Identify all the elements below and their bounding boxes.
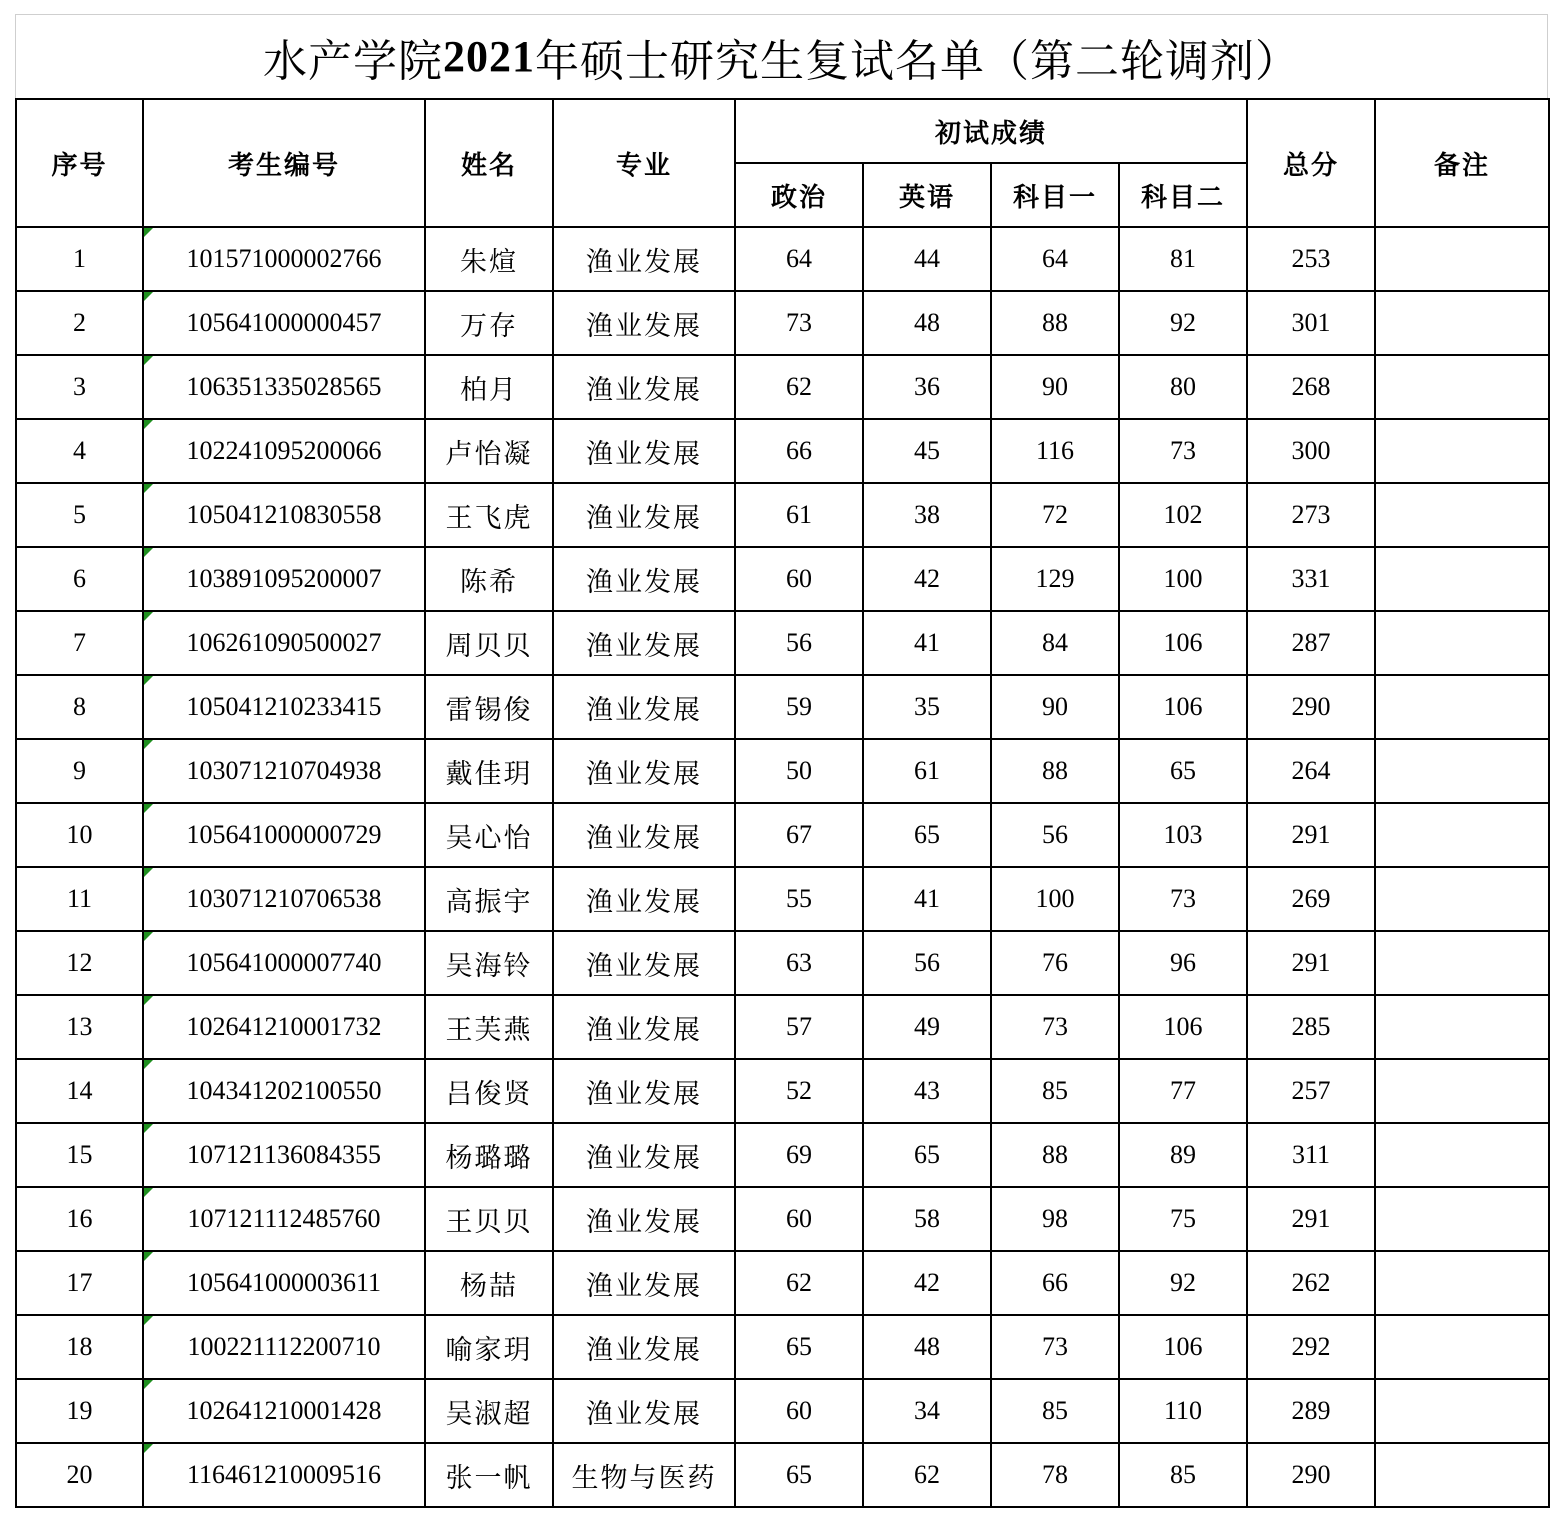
cell-seq: 18	[16, 1315, 143, 1379]
cell-subject2: 102	[1119, 483, 1247, 547]
table-row	[16, 227, 1549, 291]
header-seq: 序号	[16, 99, 143, 227]
cell-english: 42	[863, 547, 991, 611]
exam-id-text: 105041210233415	[186, 692, 382, 721]
exam-id-text: 103071210704938	[186, 756, 382, 785]
cell-seq: 7	[16, 611, 143, 675]
cell-subject1: 98	[991, 1187, 1119, 1251]
cell-english: 36	[863, 355, 991, 419]
cell-subject2: 96	[1119, 931, 1247, 995]
cell-politics: 67	[735, 803, 863, 867]
cell-major: 渔业发展	[553, 1059, 735, 1123]
cell-total: 291	[1247, 803, 1375, 867]
cell-subject2: 106	[1119, 675, 1247, 739]
exam-id-text: 101571000002766	[186, 244, 382, 273]
cell-exam-id	[143, 803, 425, 867]
cell-major: 渔业发展	[553, 291, 735, 355]
cell-subject1: 90	[991, 355, 1119, 419]
header-politics: 政治	[735, 163, 863, 227]
cell-politics: 60	[735, 547, 863, 611]
cell-remarks	[1375, 1379, 1549, 1443]
cell-subject2: 75	[1119, 1187, 1247, 1251]
table-row	[16, 1379, 1549, 1443]
cell-name: 雷锡俊	[425, 675, 553, 739]
cell-subject1: 88	[991, 291, 1119, 355]
cell-remarks	[1375, 1187, 1549, 1251]
cell-politics: 62	[735, 355, 863, 419]
text-format-marker	[144, 804, 153, 813]
cell-major: 渔业发展	[553, 1187, 735, 1251]
cell-exam-id	[143, 1251, 425, 1315]
text-format-marker	[144, 292, 153, 301]
cell-politics: 69	[735, 1123, 863, 1187]
cell-name: 王飞虎	[425, 483, 553, 547]
cell-subject2: 85	[1119, 1443, 1247, 1507]
header-exam-id: 考生编号	[143, 99, 425, 227]
cell-seq: 2	[16, 291, 143, 355]
table-row	[16, 355, 1549, 419]
cell-subject1: 78	[991, 1443, 1119, 1507]
cell-name: 吴海铃	[425, 931, 553, 995]
cell-exam-id	[143, 931, 425, 995]
cell-subject2: 103	[1119, 803, 1247, 867]
cell-english: 41	[863, 611, 991, 675]
score-table	[15, 98, 1550, 1508]
text-format-marker	[144, 996, 153, 1005]
cell-total: 291	[1247, 1187, 1375, 1251]
text-format-marker	[144, 1444, 153, 1453]
text-format-marker	[144, 1252, 153, 1261]
cell-name: 周贝贝	[425, 611, 553, 675]
header-remarks: 备注	[1375, 99, 1549, 227]
cell-english: 38	[863, 483, 991, 547]
cell-total: 290	[1247, 675, 1375, 739]
cell-subject2: 110	[1119, 1379, 1247, 1443]
cell-subject2: 77	[1119, 1059, 1247, 1123]
header-total: 总分	[1247, 99, 1375, 227]
text-format-marker	[144, 228, 153, 237]
cell-major: 渔业发展	[553, 1123, 735, 1187]
cell-subject1: 66	[991, 1251, 1119, 1315]
cell-major: 渔业发展	[553, 803, 735, 867]
cell-major: 生物与医药	[553, 1443, 735, 1507]
cell-total: 287	[1247, 611, 1375, 675]
cell-total: 253	[1247, 227, 1375, 291]
text-format-marker	[144, 740, 153, 749]
cell-remarks	[1375, 1123, 1549, 1187]
cell-exam-id	[143, 483, 425, 547]
cell-subject2: 73	[1119, 867, 1247, 931]
spreadsheet	[15, 14, 1548, 1508]
cell-total: 268	[1247, 355, 1375, 419]
cell-name: 卢怡凝	[425, 419, 553, 483]
cell-remarks	[1375, 1443, 1549, 1507]
cell-seq: 3	[16, 355, 143, 419]
cell-remarks	[1375, 1315, 1549, 1379]
cell-exam-id	[143, 739, 425, 803]
cell-subject2: 80	[1119, 355, 1247, 419]
text-format-marker	[144, 868, 153, 877]
cell-subject1: 116	[991, 419, 1119, 483]
cell-total: 292	[1247, 1315, 1375, 1379]
table-row	[16, 995, 1549, 1059]
table-row	[16, 931, 1549, 995]
cell-major: 渔业发展	[553, 675, 735, 739]
cell-english: 61	[863, 739, 991, 803]
cell-major: 渔业发展	[553, 739, 735, 803]
exam-id-text: 105641000000457	[186, 308, 382, 337]
table-row	[16, 867, 1549, 931]
cell-subject1: 129	[991, 547, 1119, 611]
cell-exam-id	[143, 1123, 425, 1187]
cell-seq: 13	[16, 995, 143, 1059]
cell-politics: 73	[735, 291, 863, 355]
exam-id-text: 105641000003611	[186, 1268, 382, 1297]
table-row	[16, 1315, 1549, 1379]
cell-subject1: 88	[991, 739, 1119, 803]
exam-id-text: 100221112200710	[187, 1332, 381, 1361]
cell-english: 35	[863, 675, 991, 739]
cell-name: 吕俊贤	[425, 1059, 553, 1123]
text-format-marker	[144, 1380, 153, 1389]
header-subject2: 科目二	[1119, 163, 1247, 227]
cell-subject1: 85	[991, 1379, 1119, 1443]
exam-id-text: 102641210001428	[186, 1396, 382, 1425]
cell-english: 56	[863, 931, 991, 995]
cell-politics: 65	[735, 1443, 863, 1507]
table-row	[16, 1123, 1549, 1187]
cell-english: 45	[863, 419, 991, 483]
cell-total: 311	[1247, 1123, 1375, 1187]
table-row	[16, 803, 1549, 867]
cell-exam-id	[143, 1059, 425, 1123]
cell-major: 渔业发展	[553, 1315, 735, 1379]
cell-english: 48	[863, 1315, 991, 1379]
text-format-marker	[144, 932, 153, 941]
cell-major: 渔业发展	[553, 547, 735, 611]
page-title	[15, 14, 1548, 98]
cell-seq: 8	[16, 675, 143, 739]
cell-name: 张一帆	[425, 1443, 553, 1507]
cell-english: 58	[863, 1187, 991, 1251]
cell-name: 杨璐璐	[425, 1123, 553, 1187]
exam-id-text: 105041210830558	[186, 500, 382, 529]
header-prelim-group: 初试成绩	[735, 99, 1247, 163]
cell-exam-id	[143, 1315, 425, 1379]
table-row	[16, 419, 1549, 483]
cell-subject1: 76	[991, 931, 1119, 995]
table-row	[16, 547, 1549, 611]
text-format-marker	[144, 1060, 153, 1069]
cell-subject2: 89	[1119, 1123, 1247, 1187]
table-body	[16, 227, 1549, 1507]
cell-remarks	[1375, 419, 1549, 483]
cell-politics: 52	[735, 1059, 863, 1123]
cell-total: 300	[1247, 419, 1375, 483]
exam-id-text: 103071210706538	[186, 884, 382, 913]
cell-subject2: 92	[1119, 291, 1247, 355]
exam-id-text: 107121112485760	[187, 1204, 381, 1233]
cell-english: 41	[863, 867, 991, 931]
cell-total: 285	[1247, 995, 1375, 1059]
title-year: 2021	[443, 32, 535, 81]
cell-remarks	[1375, 291, 1549, 355]
cell-politics: 66	[735, 419, 863, 483]
table-row	[16, 1059, 1549, 1123]
cell-exam-id	[143, 1443, 425, 1507]
cell-subject1: 84	[991, 611, 1119, 675]
cell-politics: 50	[735, 739, 863, 803]
cell-remarks	[1375, 995, 1549, 1059]
cell-remarks	[1375, 1251, 1549, 1315]
table-row	[16, 1187, 1549, 1251]
cell-remarks	[1375, 867, 1549, 931]
cell-seq: 16	[16, 1187, 143, 1251]
cell-subject2: 65	[1119, 739, 1247, 803]
table-row	[16, 1443, 1549, 1507]
table-row	[16, 291, 1549, 355]
cell-politics: 57	[735, 995, 863, 1059]
text-format-marker	[144, 1316, 153, 1325]
exam-id-text: 103891095200007	[186, 564, 382, 593]
cell-total: 264	[1247, 739, 1375, 803]
cell-remarks	[1375, 739, 1549, 803]
cell-seq: 10	[16, 803, 143, 867]
cell-english: 48	[863, 291, 991, 355]
text-format-marker	[144, 548, 153, 557]
cell-subject2: 92	[1119, 1251, 1247, 1315]
exam-id-text: 107121136084355	[186, 1140, 382, 1169]
cell-name: 吴心怡	[425, 803, 553, 867]
cell-subject1: 100	[991, 867, 1119, 931]
cell-subject1: 72	[991, 483, 1119, 547]
cell-politics: 55	[735, 867, 863, 931]
cell-total: 257	[1247, 1059, 1375, 1123]
cell-english: 65	[863, 1123, 991, 1187]
text-format-marker	[144, 356, 153, 365]
table-row	[16, 483, 1549, 547]
cell-politics: 62	[735, 1251, 863, 1315]
cell-exam-id	[143, 291, 425, 355]
cell-subject2: 73	[1119, 419, 1247, 483]
table-row	[16, 739, 1549, 803]
cell-total: 331	[1247, 547, 1375, 611]
text-format-marker	[144, 1188, 153, 1197]
cell-subject1: 73	[991, 995, 1119, 1059]
text-format-marker	[144, 676, 153, 685]
cell-seq: 5	[16, 483, 143, 547]
cell-name: 喻家玥	[425, 1315, 553, 1379]
cell-seq: 17	[16, 1251, 143, 1315]
cell-seq: 6	[16, 547, 143, 611]
cell-subject1: 88	[991, 1123, 1119, 1187]
cell-major: 渔业发展	[553, 419, 735, 483]
cell-subject2: 106	[1119, 1315, 1247, 1379]
cell-remarks	[1375, 931, 1549, 995]
title-prefix: 水产学院	[263, 35, 443, 87]
cell-exam-id	[143, 995, 425, 1059]
cell-seq: 14	[16, 1059, 143, 1123]
cell-total: 273	[1247, 483, 1375, 547]
cell-name: 万存	[425, 291, 553, 355]
cell-remarks	[1375, 547, 1549, 611]
cell-name: 朱煊	[425, 227, 553, 291]
cell-seq: 12	[16, 931, 143, 995]
text-format-marker	[144, 420, 153, 429]
title-suffix: 年硕士研究生复试名单（第二轮调剂）	[535, 35, 1300, 87]
cell-subject1: 85	[991, 1059, 1119, 1123]
cell-politics: 65	[735, 1315, 863, 1379]
cell-english: 44	[863, 227, 991, 291]
cell-exam-id	[143, 227, 425, 291]
cell-name: 杨喆	[425, 1251, 553, 1315]
cell-remarks	[1375, 803, 1549, 867]
cell-english: 43	[863, 1059, 991, 1123]
cell-major: 渔业发展	[553, 227, 735, 291]
cell-politics: 59	[735, 675, 863, 739]
cell-politics: 61	[735, 483, 863, 547]
cell-politics: 63	[735, 931, 863, 995]
table-row	[16, 1251, 1549, 1315]
cell-major: 渔业发展	[553, 995, 735, 1059]
cell-seq: 19	[16, 1379, 143, 1443]
cell-name: 陈希	[425, 547, 553, 611]
cell-name: 柏月	[425, 355, 553, 419]
cell-politics: 60	[735, 1379, 863, 1443]
cell-subject2: 106	[1119, 611, 1247, 675]
cell-english: 49	[863, 995, 991, 1059]
exam-id-text: 106351335028565	[186, 372, 382, 401]
cell-exam-id	[143, 675, 425, 739]
cell-seq: 9	[16, 739, 143, 803]
exam-id-text: 116461210009516	[186, 1460, 382, 1489]
text-format-marker	[144, 484, 153, 493]
cell-subject1: 73	[991, 1315, 1119, 1379]
cell-subject2: 81	[1119, 227, 1247, 291]
cell-subject2: 100	[1119, 547, 1247, 611]
exam-id-text: 102241095200066	[186, 436, 382, 465]
cell-name: 戴佳玥	[425, 739, 553, 803]
cell-major: 渔业发展	[553, 355, 735, 419]
cell-politics: 64	[735, 227, 863, 291]
cell-total: 301	[1247, 291, 1375, 355]
cell-seq: 15	[16, 1123, 143, 1187]
cell-exam-id	[143, 355, 425, 419]
cell-major: 渔业发展	[553, 867, 735, 931]
cell-remarks	[1375, 611, 1549, 675]
cell-english: 62	[863, 1443, 991, 1507]
cell-major: 渔业发展	[553, 931, 735, 995]
cell-english: 34	[863, 1379, 991, 1443]
exam-id-text: 105641000000729	[186, 820, 382, 849]
cell-subject2: 106	[1119, 995, 1247, 1059]
cell-name: 王贝贝	[425, 1187, 553, 1251]
header-name: 姓名	[425, 99, 553, 227]
cell-exam-id	[143, 867, 425, 931]
cell-exam-id	[143, 547, 425, 611]
cell-major: 渔业发展	[553, 483, 735, 547]
cell-major: 渔业发展	[553, 1251, 735, 1315]
cell-major: 渔业发展	[553, 611, 735, 675]
cell-remarks	[1375, 483, 1549, 547]
cell-total: 262	[1247, 1251, 1375, 1315]
cell-name: 吴淑超	[425, 1379, 553, 1443]
cell-politics: 60	[735, 1187, 863, 1251]
cell-english: 65	[863, 803, 991, 867]
cell-remarks	[1375, 355, 1549, 419]
cell-total: 289	[1247, 1379, 1375, 1443]
cell-name: 王芙燕	[425, 995, 553, 1059]
cell-remarks	[1375, 1059, 1549, 1123]
cell-politics: 56	[735, 611, 863, 675]
exam-id-text: 102641210001732	[186, 1012, 382, 1041]
cell-remarks	[1375, 675, 1549, 739]
cell-seq: 4	[16, 419, 143, 483]
cell-seq: 20	[16, 1443, 143, 1507]
text-format-marker	[144, 1124, 153, 1133]
exam-id-text: 105641000007740	[186, 948, 382, 977]
cell-exam-id	[143, 419, 425, 483]
header-subject1: 科目一	[991, 163, 1119, 227]
cell-seq: 1	[16, 227, 143, 291]
cell-english: 42	[863, 1251, 991, 1315]
cell-remarks	[1375, 227, 1549, 291]
cell-subject1: 56	[991, 803, 1119, 867]
cell-major: 渔业发展	[553, 1379, 735, 1443]
exam-id-text: 106261090500027	[186, 628, 382, 657]
text-format-marker	[144, 612, 153, 621]
cell-subject1: 64	[991, 227, 1119, 291]
cell-seq: 11	[16, 867, 143, 931]
exam-id-text: 104341202100550	[186, 1076, 382, 1105]
cell-total: 290	[1247, 1443, 1375, 1507]
cell-total: 291	[1247, 931, 1375, 995]
cell-exam-id	[143, 1187, 425, 1251]
cell-subject1: 90	[991, 675, 1119, 739]
table-row	[16, 611, 1549, 675]
table-row	[16, 675, 1549, 739]
cell-name: 高振宇	[425, 867, 553, 931]
header-english: 英语	[863, 163, 991, 227]
cell-exam-id	[143, 1379, 425, 1443]
cell-total: 269	[1247, 867, 1375, 931]
header-major: 专业	[553, 99, 735, 227]
cell-exam-id	[143, 611, 425, 675]
